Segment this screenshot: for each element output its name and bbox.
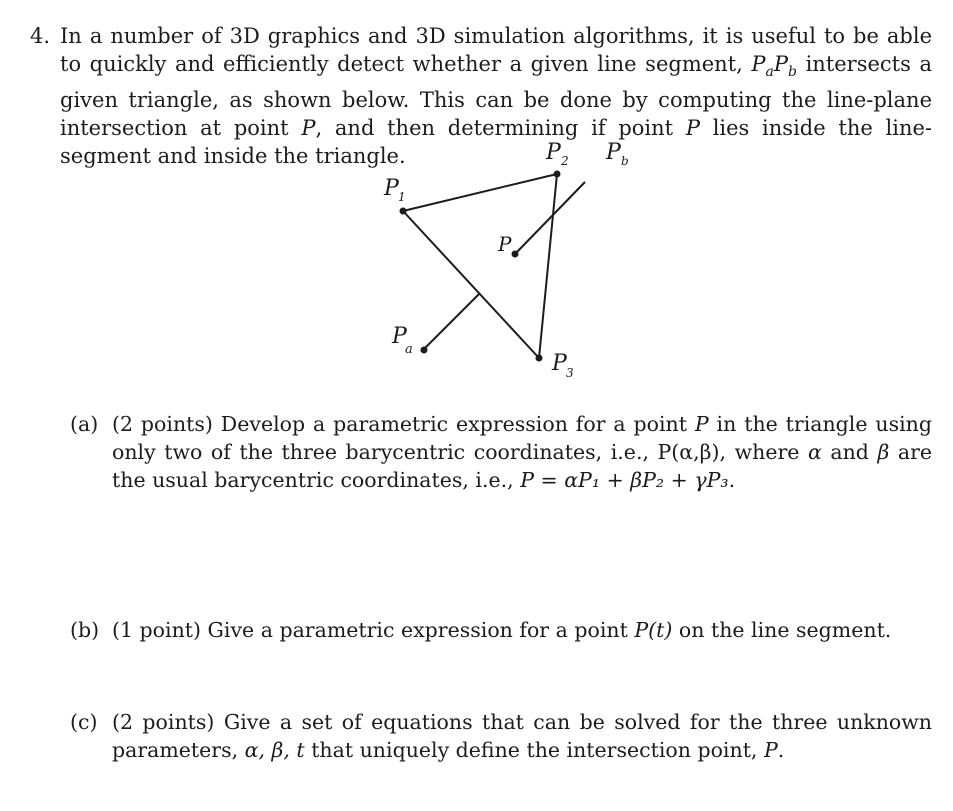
label-p2-sub: 2 — [561, 154, 569, 168]
label-p3-sub: 3 — [566, 366, 574, 380]
part-c-points: (2 points) — [112, 710, 215, 734]
part-b-label: (b) — [70, 618, 100, 642]
segment-label-a: $P_aP_b$ — [751, 52, 797, 81]
point-pa-dot — [421, 347, 428, 354]
label-pb: P — [606, 140, 621, 165]
point-p-dot — [512, 251, 519, 258]
segment-lower — [424, 293, 480, 349]
triangle-edge-p2-p3 — [539, 174, 557, 358]
label-p1-sub: 1 — [398, 190, 406, 204]
question-text-3: , and then determining if point — [315, 116, 686, 141]
part-a-equation: P = αP₁ + βP₂ + γP₃ — [520, 468, 729, 492]
label-pb-sub: b — [621, 154, 629, 168]
point-p: P — [301, 116, 316, 141]
point-p-2: P — [685, 116, 700, 141]
part-b-points: (1 point) — [112, 618, 202, 642]
label-pa-sub: a — [405, 342, 413, 357]
label-p2: P — [546, 140, 561, 165]
question-text-2: intersects a given triangle, as shown below. This can be done by computing the line-plane intersection at point — [60, 52, 932, 141]
part-a-body: (2 points) Develop a parametric expression for a point P in the triangle using only two of the three barycentric coordinates, i.e., P(α,β), where α and β are the usual barycentric coordinates, i.e., P = αP₁ + βP₂ + γP₃. — [112, 412, 932, 492]
triangle-edge-p1-p3 — [403, 211, 539, 358]
vertex-p3-dot — [536, 355, 543, 362]
vertex-p2-dot — [554, 171, 561, 178]
part-b-body: (1 point) Give a parametric expression for a point P(t) on the line segment. — [112, 618, 892, 642]
triangle-edge-p1-p2 — [403, 174, 557, 211]
vertex-p1-dot — [400, 208, 407, 215]
part-c — [70, 708, 932, 762]
label-p3: P — [552, 351, 567, 376]
part-a — [70, 410, 932, 492]
question-number: 4. — [30, 24, 51, 48]
part-a-label: (a) — [70, 412, 99, 436]
part-a-points: (2 points) — [112, 412, 213, 436]
label-p1: P — [384, 176, 399, 201]
label-p: P — [498, 232, 512, 256]
label-pa: P — [392, 324, 407, 349]
question-text-4: lies inside the line-segment and inside the triangle. — [60, 116, 932, 169]
question-text-1: In a number of 3D graphics and 3D simulation algorithms, it is useful to be able to quickly and efficiently detect whether a given line segment, — [60, 24, 932, 76]
part-c-label: (c) — [70, 710, 98, 734]
part-c-body: (2 points) Give a set of equations that can be solved for the three unknown parameters, α, β, t that uniquely define the intersection point, P. — [112, 710, 932, 762]
part-b — [70, 616, 932, 644]
